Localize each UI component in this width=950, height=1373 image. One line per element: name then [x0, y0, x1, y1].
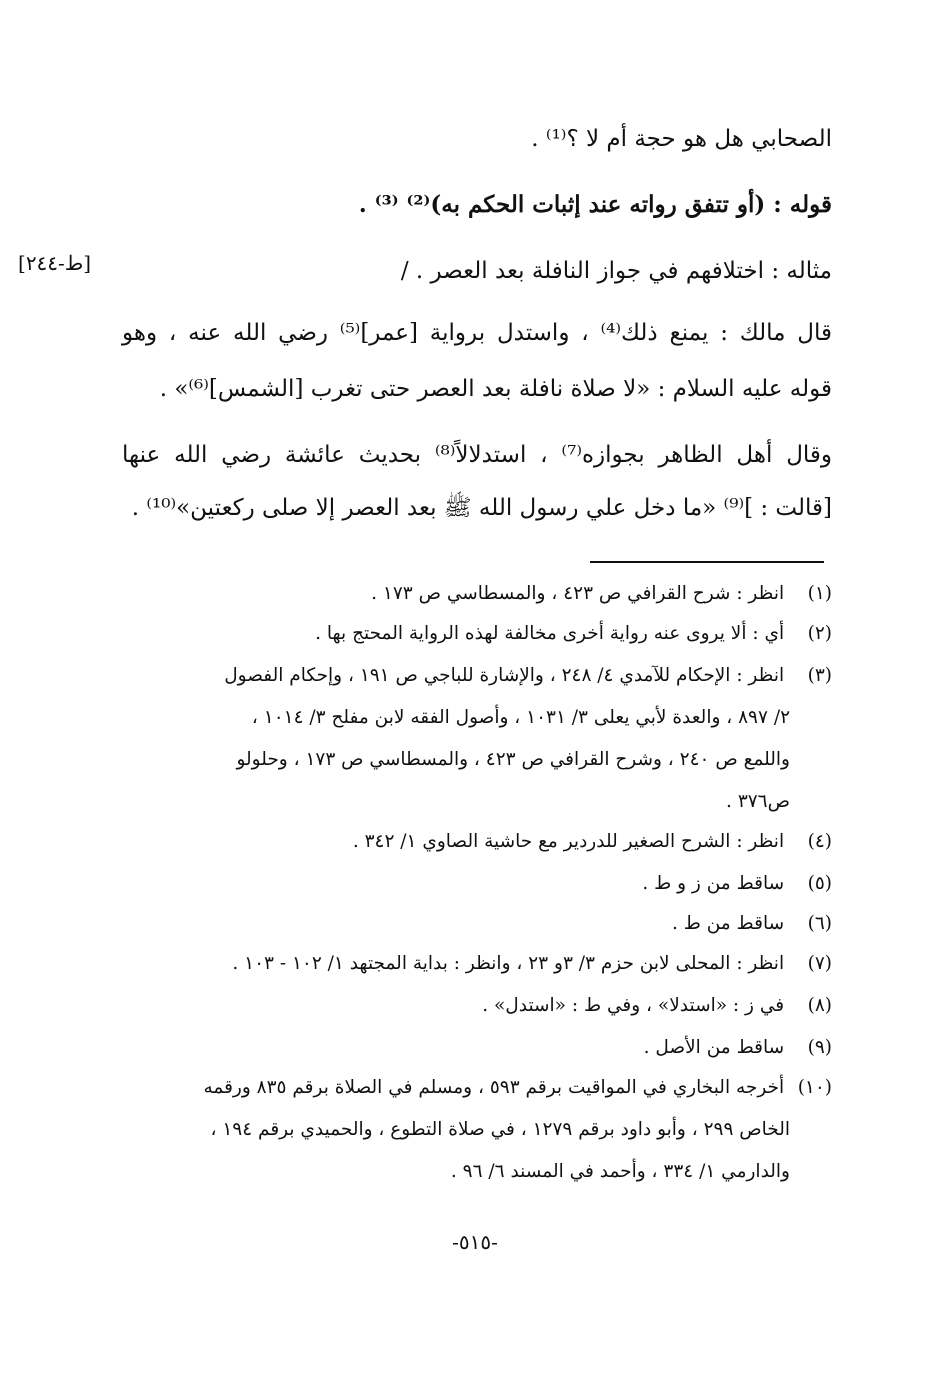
- footnote-number: (٩): [807, 1037, 832, 1058]
- footnote-text: في ز : «استدلا» ، وفي ط : «استدل» .: [482, 995, 785, 1016]
- footnote-3-line-4: ص٣٧٦ .: [726, 791, 790, 812]
- footnote-text: ساقط من ز و ط .: [642, 873, 785, 894]
- footnote-10-line-2: الخاص ٢٩٩ ، وأبو داود برقم ١٢٧٩ ، في صلاة التطوع ، والحميدي برقم ١٩٤ ،: [210, 1119, 790, 1140]
- footnote-3: [120, 656, 832, 696]
- text-line-4: قال مالك : يمنع ذلك⁽⁴⁾ ، واستدل برواية [عمر]⁽⁵⁾ رضي الله عنه ، وهو: [122, 320, 833, 346]
- footnote-text: ساقط من ط .: [671, 913, 785, 934]
- footnote-7: [120, 944, 832, 984]
- footnote-number: (٣): [807, 665, 832, 686]
- footnote-number: (٨): [807, 995, 832, 1016]
- footnote-number: (١٠): [797, 1077, 832, 1098]
- footnote-number: (١): [807, 583, 832, 604]
- text-line-1: الصحابي هل هو حجة أم لا ؟⁽¹⁾ .: [531, 126, 832, 152]
- footnote-number: (٧): [807, 953, 832, 974]
- footnote-text: ساقط من الأصل .: [643, 1037, 785, 1058]
- text-line-2: قوله : (أو تتفق رواته عند إثبات الحكم به)⁽²⁾ ⁽³⁾ .: [358, 191, 832, 218]
- footnote-text: انظر : شرح القرافي ص ٤٢٣ ، والمسطاسي ص ١٧٣ .: [371, 583, 785, 604]
- footnote-text: انظر : الإحكام للآمدي ٤/ ٢٤٨ ، والإشارة للباجي ص ١٩١ ، وإحكام الفصول: [224, 665, 785, 686]
- footnote-1: [120, 574, 832, 614]
- footnote-text: انظر : المحلى لابن حزم ٣/ ٣و ٢٣ ، وانظر : بداية المجتهد ١/ ١٠٢ - ١٠٣ .: [232, 953, 785, 974]
- footnote-10-line-3: والدارمي ١/ ٣٣٤ ، وأحمد في المسند ٦/ ٩٦ .: [450, 1161, 790, 1182]
- footnote-10: [120, 1068, 832, 1108]
- footnote-9: [120, 1028, 832, 1068]
- footnote-separator: [590, 561, 824, 563]
- text-line-7: [قالت : ]⁽⁹⁾ «ما دخل علي رسول الله ﷺ بعد العصر إلا صلى ركعتين»⁽¹⁰⁾ .: [131, 495, 832, 521]
- footnote-number: (٥): [807, 873, 832, 894]
- footnote-number: (٤): [807, 831, 832, 852]
- footnote-3-line-2: ٢/ ٨٩٧ ، والعدة لأبي يعلى ٣/ ١٠٣١ ، وأصول الفقه لابن مفلح ٣/ ١٠١٤ ،: [251, 707, 790, 728]
- footnote-3-line-3: واللمع ص ٢٤٠ ، وشرح القرافي ص ٤٢٣ ، والمسطاسي ص ١٧٣ ، وحلولو: [236, 749, 790, 770]
- footnote-2: [120, 614, 832, 654]
- footnote-6: [120, 904, 832, 944]
- footnote-text: أي : ألا يروى عنه رواية أخرى مخالفة لهذه الرواية المحتج بها .: [315, 623, 785, 644]
- footnote-number: (٦): [807, 913, 832, 934]
- text-line-6: وقال أهل الظاهر بجوازه⁽⁷⁾ ، استدلالاً⁽⁸⁾ بحديث عائشة رضي الله عنها: [122, 442, 833, 468]
- page-number: -٥١٥-: [452, 1230, 498, 1254]
- footnote-5: [120, 864, 832, 904]
- footnote-4: [120, 822, 832, 862]
- margin-page-reference: [ط-٢٤٤]: [18, 251, 92, 275]
- footnote-8: [120, 986, 832, 1026]
- footnote-text: أخرجه البخاري في المواقيت برقم ٥٩٣ ، ومسلم في الصلاة برقم ٨٣٥ ورقمه: [203, 1077, 785, 1098]
- footnote-number: (٢): [807, 623, 832, 644]
- text-line-5: قوله عليه السلام : «لا صلاة نافلة بعد العصر حتى تغرب [الشمس]⁽⁶⁾» .: [159, 376, 832, 402]
- text-line-3: مثاله : اختلافهم في جواز النافلة بعد العصر . /: [400, 258, 832, 284]
- footnote-text: انظر : الشرح الصغير للدردير مع حاشية الصاوي ١/ ٣٤٢ .: [352, 831, 785, 852]
